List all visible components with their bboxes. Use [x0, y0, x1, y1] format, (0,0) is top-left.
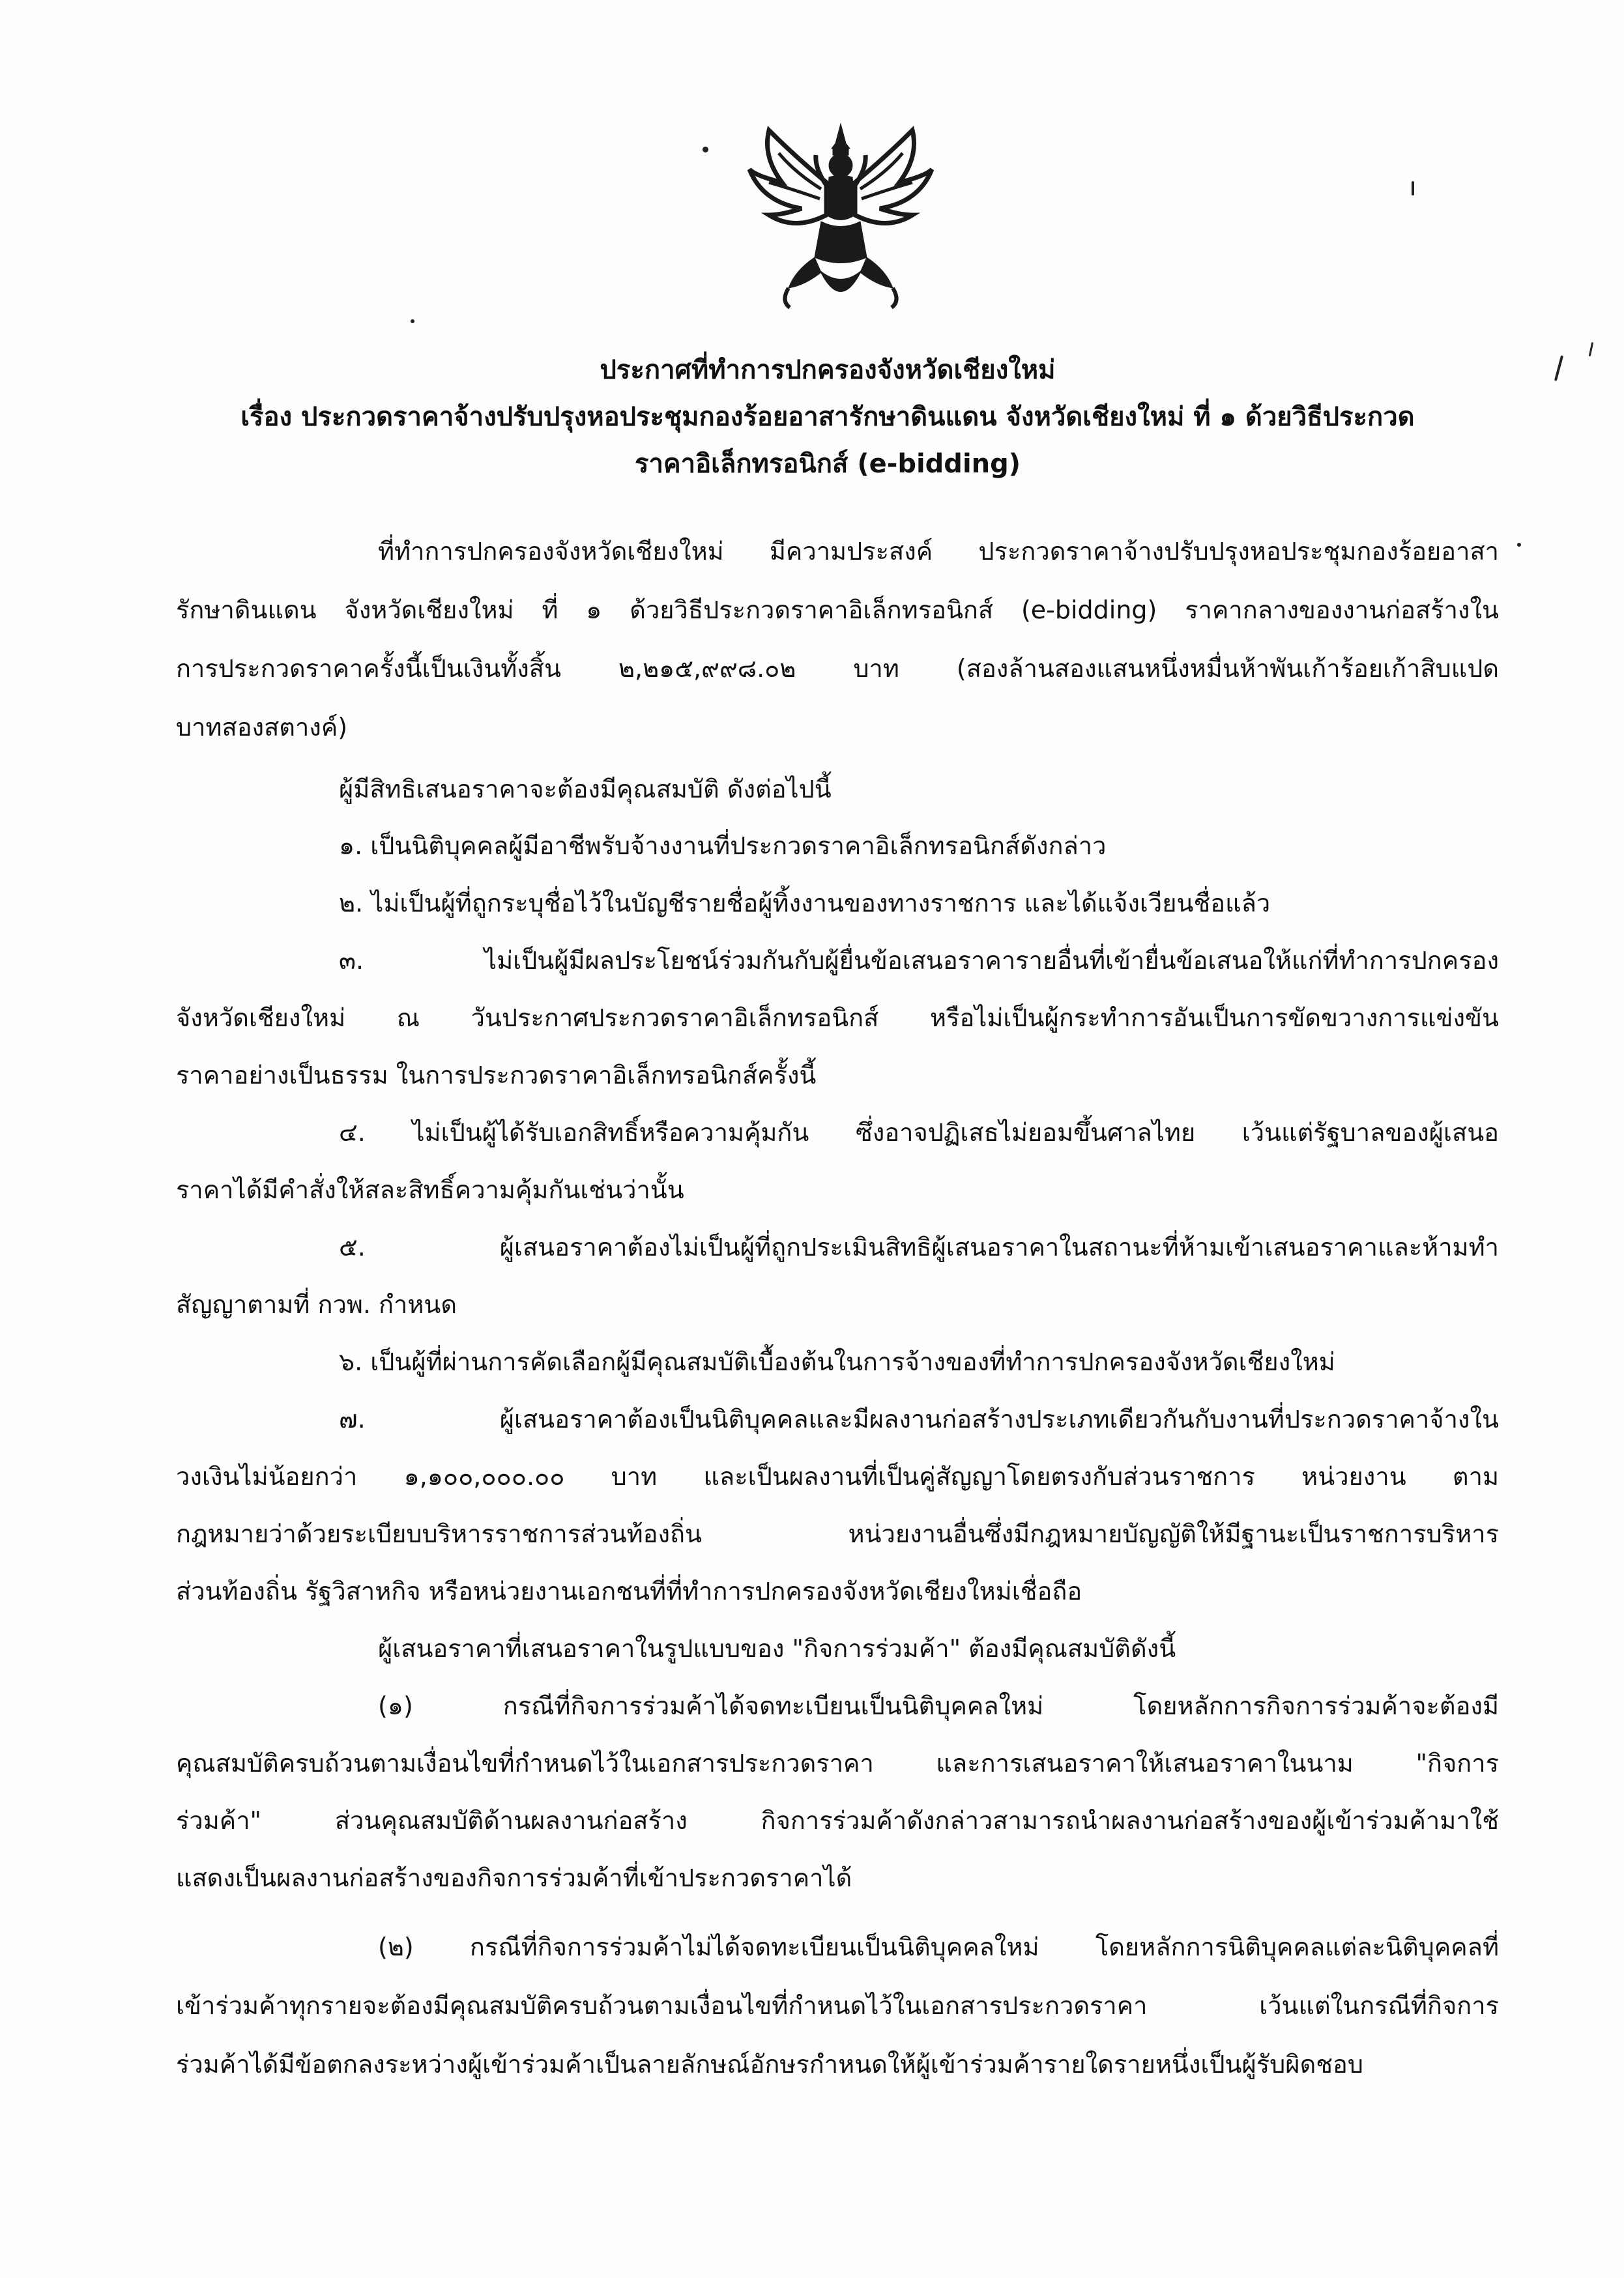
subject-line-1: เรื่อง ประกวดราคาจ้างปรับปรุงหอประชุมกองร้อยอาสารักษาดินแดน จังหวัดเชียงใหม่ ที่ ๑ ด้วยวิธีประกวด: [240, 402, 1415, 432]
qualification-item: ส่วนท้องถิ่น รัฐวิสาหกิจ หรือหน่วยงานเอกชนที่ที่ทำการปกครองจังหวัดเชียงใหม่เชื่อถือ: [176, 1577, 1082, 1606]
joint-venture-heading: ผู้เสนอราคาที่เสนอราคาในรูปแบบของ "กิจการร่วมค้า" ต้องมีคุณสมบัติดังนี้: [378, 1634, 1176, 1663]
joint-venture-case: คุณสมบัติครบถ้วนตามเงื่อนไขที่กำหนดไว้ในเอกสารประกวดราคา และการเสนอราคาให้เสนอราคาในนาม "กิจการ: [176, 1749, 1499, 1778]
scan-speck: [1517, 543, 1521, 547]
qualification-item: วงเงินไม่น้อยกว่า ๑,๑๐๐,๐๐๐.๐๐ บาท และเป็นผลงานที่เป็นคู่สัญญาโดยตรงกับส่วนราชการ หน่วยงาน ตาม: [176, 1462, 1499, 1491]
scan-speck: [411, 319, 414, 323]
qualification-item: ๓. ไม่เป็นผู้มีผลประโยชน์ร่วมกันกับผู้ยื่นข้อเสนอราคารายอื่นที่เข้ายื่นข้อเสนอให้แก่ที่ทำการปกครอง: [339, 946, 1499, 975]
qualification-item: กฎหมายว่าด้วยระเบียบบริหารราชการส่วนท้องถิ่น หน่วยงานอื่นซึ่งมีกฎหมายบัญญัติให้มีฐานะเป็นราชการบริหาร: [176, 1520, 1499, 1548]
qualification-item: ๕. ผู้เสนอราคาต้องไม่เป็นผู้ที่ถูกประเมินสิทธิผู้เสนอราคาในสถานะที่ห้ามเข้าเสนอราคาและห้ามทำ: [339, 1233, 1499, 1262]
garuda-emblem: [743, 117, 938, 319]
qualification-item: ๑. เป็นนิติบุคคลผู้มีอาชีพรับจ้างงานที่ประกวดราคาอิเล็กทรอนิกส์ดังกล่าว: [339, 831, 1107, 860]
intro-line: บาทสองสตางค์): [176, 713, 348, 742]
qualification-item: จังหวัดเชียงใหม่ ณ วันประกาศประกวดราคาอิเล็กทรอนิกส์ หรือไม่เป็นผู้กระทำการอันเป็นการขัดขวางการแข่งขัน: [176, 1003, 1499, 1032]
intro-line: การประกวดราคาครั้งนี้เป็นเงินทั้งสิ้น ๒,๒๑๕,๙๙๘.๐๒ บาท (สองล้านสองแสนหนึ่งหมื่นห้าพันเก้าร้อยเก้าสิบแปด: [176, 654, 1499, 683]
scan-speck: [703, 147, 708, 152]
intro-line: รักษาดินแดน จังหวัดเชียงใหม่ ที่ ๑ ด้วยวิธีประกวดราคาอิเล็กทรอนิกส์ (e-bidding) ราคากลางของงานก่อสร้างใน: [176, 596, 1499, 624]
joint-venture-case: ร่วมค้า" ส่วนคุณสมบัติด้านผลงานก่อสร้าง กิจการร่วมค้าดังกล่าวสามารถนำผลงานก่อสร้างของผู้เข้าร่วมค้ามาใช้: [176, 1806, 1499, 1835]
qualification-item: ราคาได้มีคำสั่งให้สละสิทธิ์ความคุ้มกันเช่นว่านั้น: [176, 1175, 684, 1204]
qualification-item: ๗. ผู้เสนอราคาต้องเป็นนิติบุคคลและมีผลงานก่อสร้างประเภทเดียวกันกับงานที่ประกวดราคาจ้างใน: [339, 1405, 1499, 1434]
qualification-item: ราคาอย่างเป็นธรรม ในการประกวดราคาอิเล็กทรอนิกส์ครั้งนี้: [176, 1061, 817, 1089]
joint-venture-case: (๑) กรณีที่กิจการร่วมค้าได้จดทะเบียนเป็นนิติบุคคลใหม่ โดยหลักการกิจการร่วมค้าจะต้องมี: [378, 1692, 1499, 1720]
qualification-item: ๔. ไม่เป็นผู้ได้รับเอกสิทธิ์หรือความคุ้มกัน ซึ่งอาจปฏิเสธไม่ยอมขึ้นศาลไทย เว้นแต่รัฐบาลของผู้เสนอ: [339, 1118, 1499, 1147]
joint-venture-case: เข้าร่วมค้าทุกรายจะต้องมีคุณสมบัติครบถ้วนตามเงื่อนไขที่กำหนดไว้ในเอกสารประกวดราคา เว้นแต่ในกรณีที่กิจการ: [176, 1991, 1499, 2020]
joint-venture-case: (๒) กรณีที่กิจการร่วมค้าไม่ได้จดทะเบียนเป็นนิติบุคคลใหม่ โดยหลักการนิติบุคคลแต่ละนิติบุคคลที่: [378, 1933, 1499, 1961]
subject-line-2: ราคาอิเล็กทรอนิกส์ (e-bidding): [634, 449, 1021, 479]
announcement-title: ประกาศที่ทำการปกครองจังหวัดเชียงใหม่: [600, 355, 1056, 385]
scan-speck: [1554, 355, 1563, 381]
joint-venture-case: แสดงเป็นผลงานก่อสร้างของกิจการร่วมค้าที่เข้าประกวดราคาได้: [176, 1864, 852, 1892]
qualification-item: ๖. เป็นผู้ที่ผ่านการคัดเลือกผู้มีคุณสมบัติเบื้องต้นในการจ้างของที่ทำการปกครองจังหวัดเชียงใหม่: [339, 1348, 1335, 1376]
qualification-item: ๒. ไม่เป็นผู้ที่ถูกระบุชื่อไว้ในบัญชีรายชื่อผู้ทิ้งงานของทางราชการ และได้แจ้งเวียนชื่อแล้ว: [339, 889, 1271, 917]
scan-speck: [1412, 181, 1414, 195]
joint-venture-case: ร่วมค้าได้มีข้อตกลงระหว่างผู้เข้าร่วมค้าเป็นลายลักษณ์อักษรกำหนดให้ผู้เข้าร่วมค้ารายใดรายหนึ่งเป็นผู้รับผิดชอบ: [176, 2050, 1363, 2079]
qualifications-heading: ผู้มีสิทธิเสนอราคาจะต้องมีคุณสมบัติ ดังต่อไปนี้: [339, 775, 832, 803]
intro-line: ที่ทำการปกครองจังหวัดเชียงใหม่ มีความประสงค์ ประกวดราคาจ้างปรับปรุงหอประชุมกองร้อยอาสา: [378, 537, 1499, 566]
qualification-item: สัญญาตามที่ กวพ. กำหนด: [176, 1290, 457, 1319]
scan-speck: [1589, 342, 1594, 356]
